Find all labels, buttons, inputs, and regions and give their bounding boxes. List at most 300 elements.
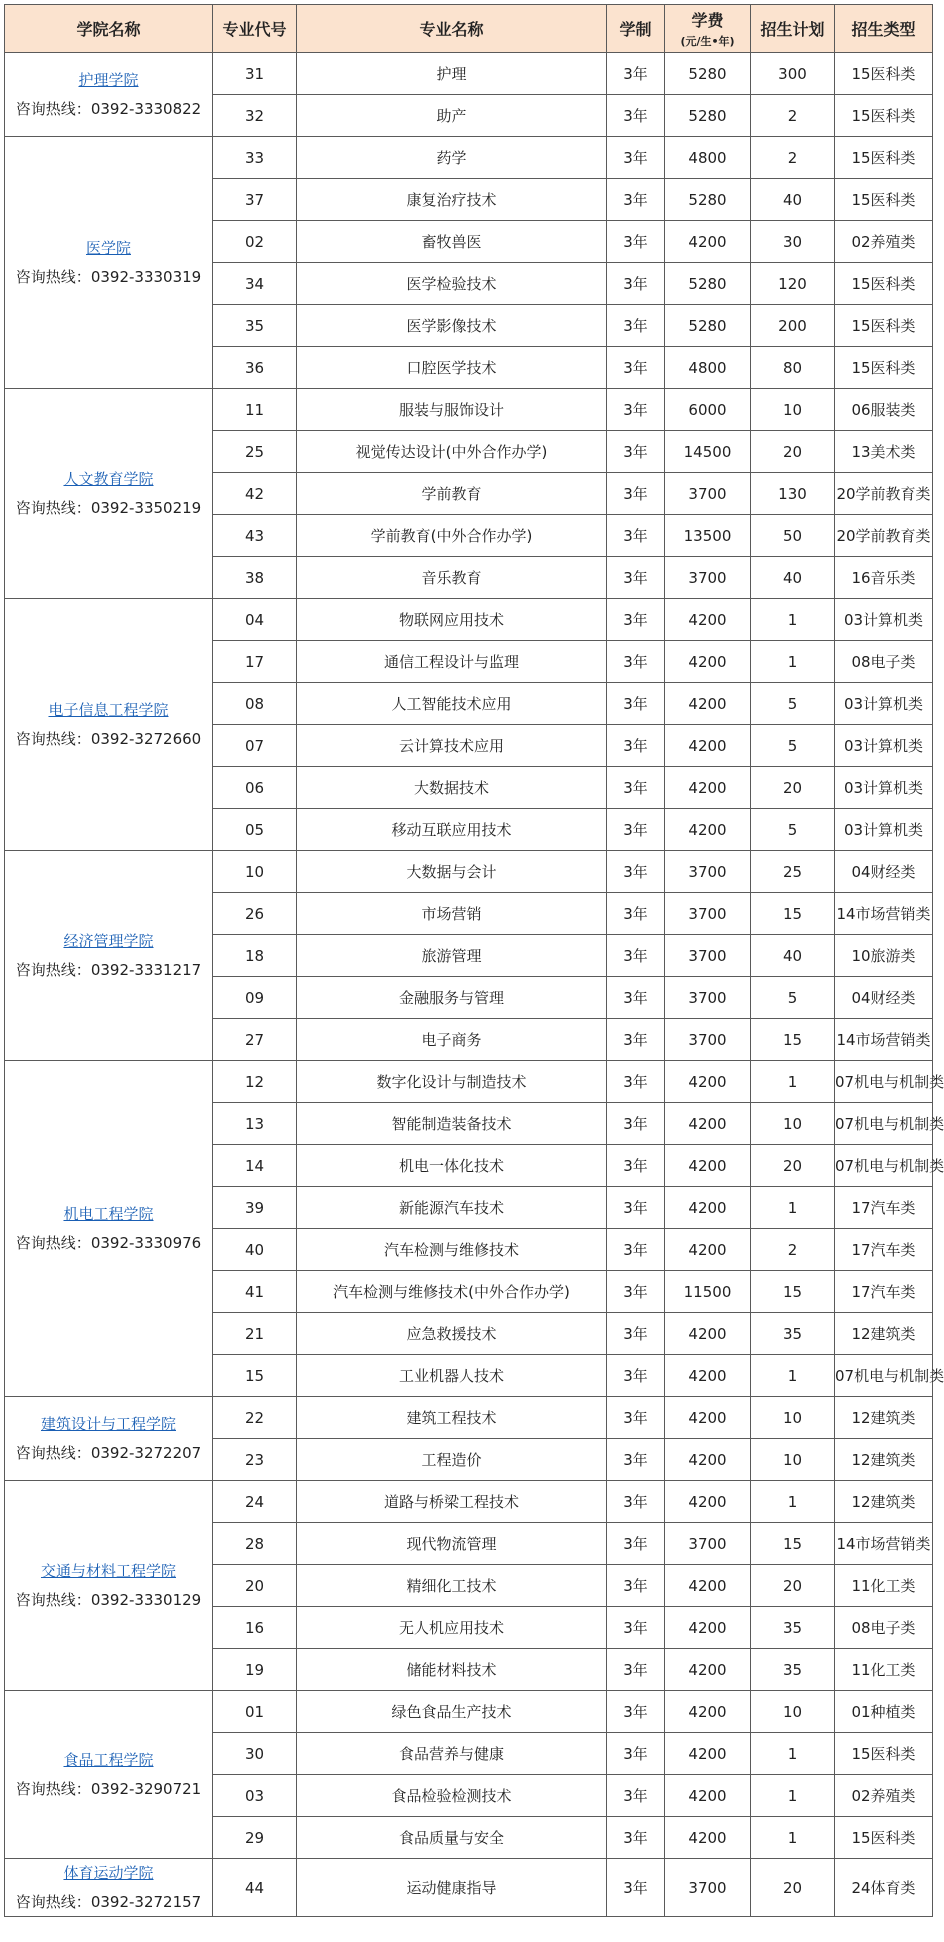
cell-fee: 3700: [665, 1523, 751, 1565]
cell-major: 新能源汽车技术: [297, 1187, 607, 1229]
cell-code: 21: [213, 1313, 297, 1355]
cell-fee: 3700: [665, 1019, 751, 1061]
cell-fee: 4200: [665, 767, 751, 809]
cell-major: 工程造价: [297, 1439, 607, 1481]
cell-code: 12: [213, 1061, 297, 1103]
cell-code: 17: [213, 641, 297, 683]
cell-code: 38: [213, 557, 297, 599]
cell-type: 20学前教育类: [835, 515, 933, 557]
cell-fee: 4200: [665, 1439, 751, 1481]
cell-fee: 4200: [665, 221, 751, 263]
cell-major: 视觉传达设计(中外合作办学): [297, 431, 607, 473]
cell-fee: 13500: [665, 515, 751, 557]
cell-code: 43: [213, 515, 297, 557]
cell-major: 市场营销: [297, 893, 607, 935]
cell-code: 27: [213, 1019, 297, 1061]
cell-fee: 4200: [665, 1733, 751, 1775]
college-cell: [5, 53, 213, 137]
cell-type: 07机电与机制类: [835, 1145, 933, 1187]
cell-plan: 35: [751, 1607, 835, 1649]
cell-duration: 3年: [607, 473, 665, 515]
hotline-label: 咨询热线：: [15, 267, 91, 286]
hotline-number: 0392-3272207: [90, 1443, 202, 1462]
cell-duration: 3年: [607, 1649, 665, 1691]
cell-code: 30: [213, 1733, 297, 1775]
cell-code: 01: [213, 1691, 297, 1733]
hotline-label: 咨询热线：: [15, 1233, 91, 1252]
cell-code: 09: [213, 977, 297, 1019]
cell-major: 服装与服饰设计: [297, 389, 607, 431]
cell-type: 06服装类: [835, 389, 933, 431]
cell-duration: 3年: [607, 725, 665, 767]
college-link[interactable]: 人文教育学院: [63, 470, 154, 488]
cell-duration: 3年: [607, 1397, 665, 1439]
college-cell: [5, 851, 213, 1061]
college-link[interactable]: 医学院: [85, 239, 131, 257]
cell-duration: 3年: [607, 1313, 665, 1355]
cell-duration: 3年: [607, 1733, 665, 1775]
table-row: [5, 1691, 933, 1733]
cell-duration: 3年: [607, 389, 665, 431]
cell-type: 03计算机类: [835, 767, 933, 809]
cell-code: 31: [213, 53, 297, 95]
hotline: [5, 95, 212, 124]
cell-duration: 3年: [607, 557, 665, 599]
college-cell: [5, 389, 213, 599]
cell-plan: 10: [751, 1691, 835, 1733]
cell-duration: 3年: [607, 893, 665, 935]
hotline-number: 0392-3330129: [90, 1590, 202, 1609]
cell-duration: 3年: [607, 935, 665, 977]
cell-type: 11化工类: [835, 1565, 933, 1607]
cell-major: 大数据技术: [297, 767, 607, 809]
table-row: [5, 599, 933, 641]
cell-fee: 3700: [665, 1859, 751, 1917]
cell-duration: 3年: [607, 95, 665, 137]
cell-plan: 2: [751, 1229, 835, 1271]
cell-type: 15医科类: [835, 1817, 933, 1859]
cell-fee: 4200: [665, 1817, 751, 1859]
table-body: [5, 53, 944, 1917]
cell-code: 29: [213, 1817, 297, 1859]
cell-code: 08: [213, 683, 297, 725]
cell-fee: 6000: [665, 389, 751, 431]
cell-plan: 10: [751, 389, 835, 431]
cell-type: 15医科类: [835, 137, 933, 179]
cell-duration: 3年: [607, 1607, 665, 1649]
cell-major: 现代物流管理: [297, 1523, 607, 1565]
cell-major: 机电一体化技术: [297, 1145, 607, 1187]
hotline-label: 咨询热线：: [15, 960, 91, 979]
cell-code: 32: [213, 95, 297, 137]
cell-type: 03计算机类: [835, 725, 933, 767]
cell-fee: 3700: [665, 935, 751, 977]
cell-fee: 4200: [665, 1607, 751, 1649]
header-plan: 招生计划: [751, 5, 835, 53]
hotline: [5, 1439, 212, 1468]
cell-plan: 20: [751, 431, 835, 473]
cell-type: 20学前教育类: [835, 473, 933, 515]
hotline: [5, 494, 212, 523]
cell-major: 金融服务与管理: [297, 977, 607, 1019]
cell-major: 无人机应用技术: [297, 1607, 607, 1649]
cell-code: 11: [213, 389, 297, 431]
cell-code: 44: [213, 1859, 297, 1917]
cell-fee: 4200: [665, 641, 751, 683]
cell-type: 07机电与机制类: [835, 1061, 933, 1103]
hotline-label: 咨询热线：: [15, 1892, 91, 1911]
cell-code: 36: [213, 347, 297, 389]
cell-major: 大数据与会计: [297, 851, 607, 893]
cell-plan: 15: [751, 1271, 835, 1313]
cell-plan: 10: [751, 1103, 835, 1145]
cell-type: 01种植类: [835, 1691, 933, 1733]
table-row: [5, 53, 933, 95]
cell-duration: 3年: [607, 179, 665, 221]
cell-type: 07机电与机制类: [835, 1355, 933, 1397]
cell-code: 33: [213, 137, 297, 179]
cell-major: 助产: [297, 95, 607, 137]
cell-major: 食品质量与安全: [297, 1817, 607, 1859]
cell-fee: 4200: [665, 1187, 751, 1229]
cell-type: 03计算机类: [835, 809, 933, 851]
cell-code: 02: [213, 221, 297, 263]
cell-plan: 80: [751, 347, 835, 389]
cell-major: 旅游管理: [297, 935, 607, 977]
hotline: [5, 1586, 212, 1615]
cell-plan: 1: [751, 1775, 835, 1817]
cell-major: 康复治疗技术: [297, 179, 607, 221]
cell-plan: 35: [751, 1649, 835, 1691]
cell-fee: 4200: [665, 725, 751, 767]
hotline-label: 咨询热线：: [15, 498, 91, 517]
cell-major: 电子商务: [297, 1019, 607, 1061]
college-link[interactable]: 体育运动学院: [63, 1864, 154, 1882]
cell-fee: 4200: [665, 683, 751, 725]
cell-fee: 5280: [665, 95, 751, 137]
college-cell: [5, 1481, 213, 1691]
hotline-number: 0392-3272157: [90, 1892, 202, 1911]
cell-duration: 3年: [607, 641, 665, 683]
cell-plan: 5: [751, 977, 835, 1019]
cell-fee: 4800: [665, 137, 751, 179]
cell-plan: 20: [751, 1145, 835, 1187]
cell-plan: 25: [751, 851, 835, 893]
cell-fee: 4200: [665, 1145, 751, 1187]
cell-duration: 3年: [607, 431, 665, 473]
cell-plan: 1: [751, 1733, 835, 1775]
cell-type: 14市场营销类: [835, 893, 933, 935]
cell-code: 41: [213, 1271, 297, 1313]
cell-code: 18: [213, 935, 297, 977]
cell-fee: 5280: [665, 305, 751, 347]
enrollment-plan-table: [4, 4, 944, 1917]
cell-plan: 30: [751, 221, 835, 263]
cell-fee: 3700: [665, 851, 751, 893]
cell-major: 通信工程设计与监理: [297, 641, 607, 683]
cell-fee: 4800: [665, 347, 751, 389]
hotline-label: 咨询热线：: [15, 1590, 91, 1609]
cell-code: 28: [213, 1523, 297, 1565]
table-header: [5, 5, 933, 53]
cell-fee: 4200: [665, 809, 751, 851]
cell-fee: 4200: [665, 1775, 751, 1817]
cell-type: 15医科类: [835, 95, 933, 137]
cell-code: 40: [213, 1229, 297, 1271]
college-link[interactable]: 经济管理学院: [63, 932, 154, 950]
cell-major: 应急救援技术: [297, 1313, 607, 1355]
hotline-number: 0392-3330976: [90, 1233, 202, 1252]
cell-plan: 10: [751, 1439, 835, 1481]
cell-fee: 4200: [665, 1103, 751, 1145]
cell-type: 15医科类: [835, 347, 933, 389]
cell-major: 药学: [297, 137, 607, 179]
cell-type: 17汽车类: [835, 1229, 933, 1271]
cell-plan: 40: [751, 557, 835, 599]
header-major: 专业名称: [297, 5, 607, 53]
cell-plan: 40: [751, 179, 835, 221]
cell-fee: 4200: [665, 599, 751, 641]
hotline-number: 0392-3330319: [90, 267, 202, 286]
header-fee-unit: (元/生•年): [680, 35, 735, 48]
table-row: [5, 1397, 933, 1439]
college-cell: [5, 1061, 213, 1397]
cell-fee: 4200: [665, 1481, 751, 1523]
college-cell: [5, 1859, 213, 1917]
cell-fee: 5280: [665, 179, 751, 221]
cell-plan: 15: [751, 1523, 835, 1565]
cell-duration: 3年: [607, 1775, 665, 1817]
college-link[interactable]: 护理学院: [78, 71, 139, 89]
header-code: 专业代号: [213, 5, 297, 53]
cell-type: 08电子类: [835, 641, 933, 683]
cell-fee: 4200: [665, 1061, 751, 1103]
cell-major: 绿色食品生产技术: [297, 1691, 607, 1733]
cell-duration: 3年: [607, 137, 665, 179]
hotline-label: 咨询热线：: [15, 1443, 91, 1462]
college-link[interactable]: 电子信息工程学院: [48, 701, 169, 719]
cell-duration: 3年: [607, 263, 665, 305]
cell-major: 运动健康指导: [297, 1859, 607, 1917]
cell-fee: 3700: [665, 473, 751, 515]
table-row: [5, 851, 933, 893]
cell-fee: 14500: [665, 431, 751, 473]
cell-duration: 3年: [607, 347, 665, 389]
cell-plan: 1: [751, 1187, 835, 1229]
cell-code: 10: [213, 851, 297, 893]
cell-fee: 5280: [665, 53, 751, 95]
cell-duration: 3年: [607, 1019, 665, 1061]
cell-duration: 3年: [607, 1565, 665, 1607]
cell-plan: 1: [751, 1355, 835, 1397]
cell-fee: 3700: [665, 977, 751, 1019]
cell-code: 23: [213, 1439, 297, 1481]
cell-plan: 2: [751, 137, 835, 179]
cell-type: 10旅游类: [835, 935, 933, 977]
cell-plan: 20: [751, 1859, 835, 1917]
cell-code: 15: [213, 1355, 297, 1397]
hotline: [5, 1775, 212, 1804]
cell-type: 03计算机类: [835, 599, 933, 641]
table-row: [5, 389, 933, 431]
table-row: [5, 1859, 933, 1917]
cell-code: 07: [213, 725, 297, 767]
cell-type: 17汽车类: [835, 1187, 933, 1229]
cell-duration: 3年: [607, 1691, 665, 1733]
cell-code: 14: [213, 1145, 297, 1187]
cell-type: 12建筑类: [835, 1481, 933, 1523]
college-link[interactable]: 建筑设计与工程学院: [40, 1415, 176, 1433]
cell-code: 25: [213, 431, 297, 473]
cell-duration: 3年: [607, 1355, 665, 1397]
cell-duration: 3年: [607, 305, 665, 347]
college-link[interactable]: 交通与材料工程学院: [40, 1562, 176, 1580]
cell-major: 食品营养与健康: [297, 1733, 607, 1775]
cell-major: 云计算技术应用: [297, 725, 607, 767]
cell-plan: 1: [751, 1817, 835, 1859]
cell-plan: 5: [751, 809, 835, 851]
cell-duration: 3年: [607, 683, 665, 725]
cell-duration: 3年: [607, 1187, 665, 1229]
cell-plan: 1: [751, 599, 835, 641]
cell-duration: 3年: [607, 767, 665, 809]
cell-major: 护理: [297, 53, 607, 95]
cell-major: 人工智能技术应用: [297, 683, 607, 725]
cell-major: 工业机器人技术: [297, 1355, 607, 1397]
cell-duration: 3年: [607, 1817, 665, 1859]
cell-type: 07机电与机制类: [835, 1103, 933, 1145]
cell-code: 24: [213, 1481, 297, 1523]
cell-plan: 20: [751, 1565, 835, 1607]
header-fee: [665, 5, 751, 53]
cell-major: 移动互联应用技术: [297, 809, 607, 851]
cell-code: 05: [213, 809, 297, 851]
cell-fee: 5280: [665, 263, 751, 305]
college-cell: [5, 1397, 213, 1481]
cell-code: 16: [213, 1607, 297, 1649]
cell-duration: 3年: [607, 221, 665, 263]
cell-type: 14市场营销类: [835, 1523, 933, 1565]
cell-major: 畜牧兽医: [297, 221, 607, 263]
enrollment-table-wrapper: [4, 4, 944, 1917]
cell-fee: 4200: [665, 1313, 751, 1355]
cell-duration: 3年: [607, 1523, 665, 1565]
cell-type: 03计算机类: [835, 683, 933, 725]
cell-plan: 1: [751, 1481, 835, 1523]
cell-major: 建筑工程技术: [297, 1397, 607, 1439]
cell-duration: 3年: [607, 1145, 665, 1187]
cell-fee: 4200: [665, 1397, 751, 1439]
cell-major: 物联网应用技术: [297, 599, 607, 641]
cell-code: 03: [213, 1775, 297, 1817]
cell-plan: 15: [751, 893, 835, 935]
cell-type: 12建筑类: [835, 1397, 933, 1439]
cell-code: 34: [213, 263, 297, 305]
cell-plan: 1: [751, 641, 835, 683]
cell-plan: 5: [751, 725, 835, 767]
cell-type: 04财经类: [835, 851, 933, 893]
college-link[interactable]: 食品工程学院: [63, 1751, 154, 1769]
hotline-label: 咨询热线：: [15, 99, 91, 118]
cell-duration: 3年: [607, 1481, 665, 1523]
college-cell: [5, 599, 213, 851]
cell-duration: 3年: [607, 1229, 665, 1271]
cell-code: 19: [213, 1649, 297, 1691]
cell-type: 16音乐类: [835, 557, 933, 599]
hotline-number: 0392-3330822: [90, 99, 202, 118]
cell-type: 13美术类: [835, 431, 933, 473]
cell-duration: 3年: [607, 53, 665, 95]
hotline-label: 咨询热线：: [15, 729, 91, 748]
cell-major: 道路与桥梁工程技术: [297, 1481, 607, 1523]
cell-plan: 15: [751, 1019, 835, 1061]
hotline: [5, 725, 212, 754]
cell-code: 06: [213, 767, 297, 809]
cell-plan: 130: [751, 473, 835, 515]
cell-duration: 3年: [607, 851, 665, 893]
table-row: [5, 1061, 933, 1103]
cell-type: 24体育类: [835, 1859, 933, 1917]
header-type: 招生类型: [835, 5, 933, 53]
cell-type: 12建筑类: [835, 1439, 933, 1481]
cell-type: 15医科类: [835, 53, 933, 95]
cell-major: 医学影像技术: [297, 305, 607, 347]
cell-type: 15医科类: [835, 179, 933, 221]
cell-major: 数字化设计与制造技术: [297, 1061, 607, 1103]
table-row: [5, 137, 933, 179]
cell-duration: 3年: [607, 1271, 665, 1313]
cell-code: 22: [213, 1397, 297, 1439]
cell-duration: 3年: [607, 599, 665, 641]
cell-major: 学前教育(中外合作办学): [297, 515, 607, 557]
cell-fee: 4200: [665, 1565, 751, 1607]
hotline-label: 咨询热线：: [15, 1779, 91, 1798]
cell-plan: 50: [751, 515, 835, 557]
cell-plan: 40: [751, 935, 835, 977]
cell-duration: 3年: [607, 977, 665, 1019]
cell-plan: 200: [751, 305, 835, 347]
cell-fee: 4200: [665, 1649, 751, 1691]
cell-type: 15医科类: [835, 1733, 933, 1775]
cell-type: 02养殖类: [835, 1775, 933, 1817]
cell-plan: 120: [751, 263, 835, 305]
cell-plan: 300: [751, 53, 835, 95]
cell-type: 14市场营销类: [835, 1019, 933, 1061]
cell-code: 42: [213, 473, 297, 515]
college-cell: [5, 1691, 213, 1859]
header-fee-label: 学费: [691, 11, 724, 30]
cell-major: 学前教育: [297, 473, 607, 515]
cell-major: 食品检验检测技术: [297, 1775, 607, 1817]
cell-code: 13: [213, 1103, 297, 1145]
hotline-number: 0392-3272660: [90, 729, 202, 748]
cell-code: 04: [213, 599, 297, 641]
cell-fee: 4200: [665, 1229, 751, 1271]
cell-type: 11化工类: [835, 1649, 933, 1691]
cell-major: 口腔医学技术: [297, 347, 607, 389]
cell-type: 08电子类: [835, 1607, 933, 1649]
college-link[interactable]: 机电工程学院: [63, 1205, 154, 1223]
cell-major: 储能材料技术: [297, 1649, 607, 1691]
cell-duration: 3年: [607, 1103, 665, 1145]
header-duration: 学制: [607, 5, 665, 53]
hotline: [5, 956, 212, 985]
cell-major: 汽车检测与维修技术(中外合作办学): [297, 1271, 607, 1313]
cell-code: 35: [213, 305, 297, 347]
cell-plan: 5: [751, 683, 835, 725]
header-row: [5, 5, 933, 53]
hotline: [5, 1888, 212, 1917]
